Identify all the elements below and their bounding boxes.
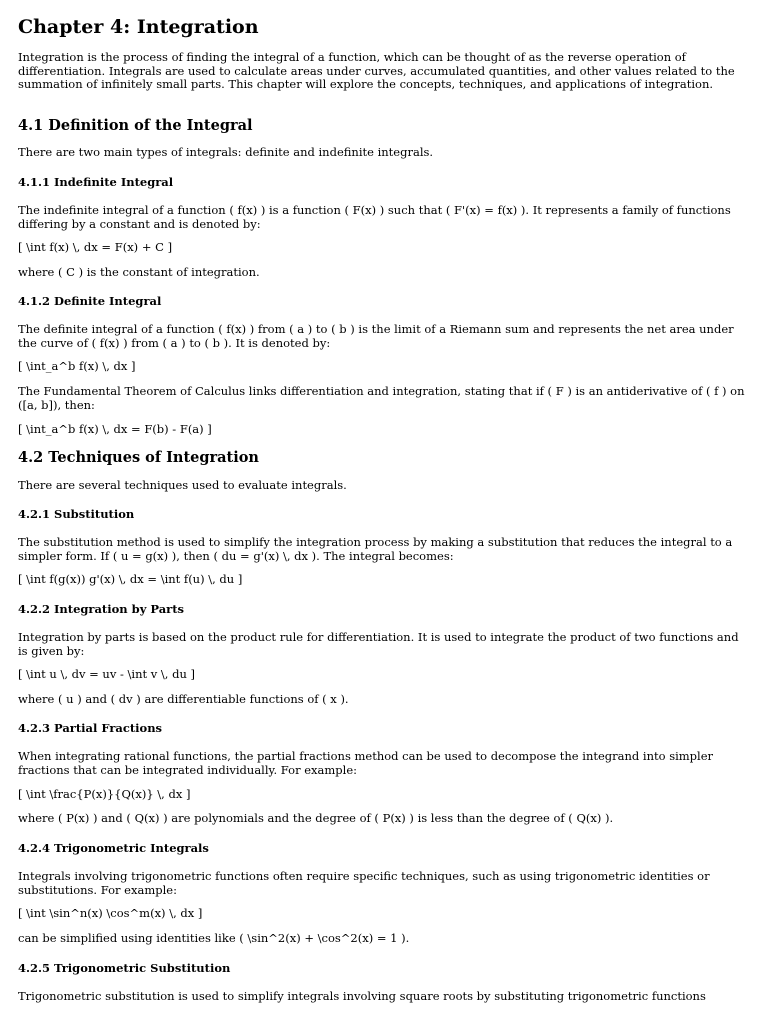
section-4-2-5-text: Trigonometric substitution is used to simplify integrals involving square roots by substituting trigonometric functions (18, 989, 706, 1003)
section-4-2-2-text: Integration by parts is based on the product rule for differentiation. It is used to integrate the product of two functions and is given by: (18, 630, 739, 658)
section-4-1-1-text: The indefinite integral of a function ( f(x) ) is a function ( F(x) ) such that ( F'(x) = f(x) ). It represents a family of functions differing by a constant and is denoted by: (18, 203, 731, 231)
indefinite-integral-formula: [ \int f(x) \, dx = F(x) + C ] (18, 240, 173, 254)
definite-integral-formula: [ \int_a^b f(x) \, dx ] (18, 359, 136, 373)
integration-by-parts-formula: [ \int u \, dv = uv - \int v \, du ] (18, 667, 196, 681)
substitution-formula: [ \int f(g(x)) g'(x) \, dx = \int f(u) \, du ] (18, 572, 243, 586)
section-4-2-1-text: The substitution method is used to simplify the integration process by making a substitution that reduces the integral to a simpler form. If ( u = g(x) ), then ( du = g'(x) \, dx ). The integral becomes: (18, 535, 733, 563)
section-4-2-5-heading: 4.2.5 Trigonometric Substitution (18, 961, 231, 975)
section-4-1-text: There are two main types of integrals: definite and indefinite integrals. (18, 145, 434, 159)
section-4-2-text: There are several techniques used to evaluate integrals. (18, 478, 347, 492)
intro-paragraph: Integration is the process of finding the integral of a function, which can be thought of as the reverse operation of differentiation. Integrals are used to calculate areas under curves, accumulated quantities, and other values related to the summation of infinitely small parts. This chapter will explore the concepts, techniques, and applications of integration. (18, 50, 735, 91)
chapter-title: Chapter 4: Integration (18, 16, 259, 38)
section-4-2-3-heading: 4.2.3 Partial Fractions (18, 721, 163, 735)
section-4-2-4-text: Integrals involving trigonometric functions often require specific techniques, such as using trigonometric identities or substitutions. For example: (18, 869, 710, 897)
section-4-2-1-heading: 4.2.1 Substitution (18, 507, 135, 521)
section-4-2-3-text: When integrating rational functions, the partial fractions method can be used to decompose the integrand into simpler fractions that can be integrated individually. For example: (18, 749, 714, 777)
trigonometric-integral-formula: [ \int \sin^n(x) \cos^m(x) \, dx ] (18, 906, 203, 920)
section-4-1-1-note: where ( C ) is the constant of integration. (18, 265, 260, 279)
section-4-2-heading: 4.2 Techniques of Integration (18, 449, 259, 466)
section-4-1-2-heading: 4.1.2 Definite Integral (18, 294, 162, 308)
section-4-2-3-note: where ( P(x) ) and ( Q(x) ) are polynomials and the degree of ( P(x) ) is less than the degree of ( Q(x) ). (18, 811, 614, 825)
partial-fractions-formula: [ \int \frac{P(x)}{Q(x)} \, dx ] (18, 787, 191, 801)
section-4-2-4-note: can be simplified using identities like ( \sin^2(x) + \cos^2(x) = 1 ). (18, 931, 410, 945)
section-4-1-2-text: The definite integral of a function ( f(x) ) from ( a ) to ( b ) is the limit of a Riemann sum and represents the net area under the curve of ( f(x) ) from ( a ) to ( b ). It is denoted by: (18, 322, 734, 350)
section-4-2-2-heading: 4.2.2 Integration by Parts (18, 602, 185, 616)
section-4-1-1-heading: 4.1.1 Indefinite Integral (18, 175, 174, 189)
section-4-2-4-heading: 4.2.4 Trigonometric Integrals (18, 841, 209, 855)
section-4-2-2-note: where ( u ) and ( dv ) are differentiable functions of ( x ). (18, 692, 349, 706)
ftc-formula: [ \int_a^b f(x) \, dx = F(b) - F(a) ] (18, 422, 212, 436)
ftc-text: The Fundamental Theorem of Calculus links differentiation and integration, stating that if ( F ) is an antiderivative of ( f ) on ([a, b]), then: (18, 384, 745, 412)
section-4-1-heading: 4.1 Definition of the Integral (18, 117, 253, 134)
